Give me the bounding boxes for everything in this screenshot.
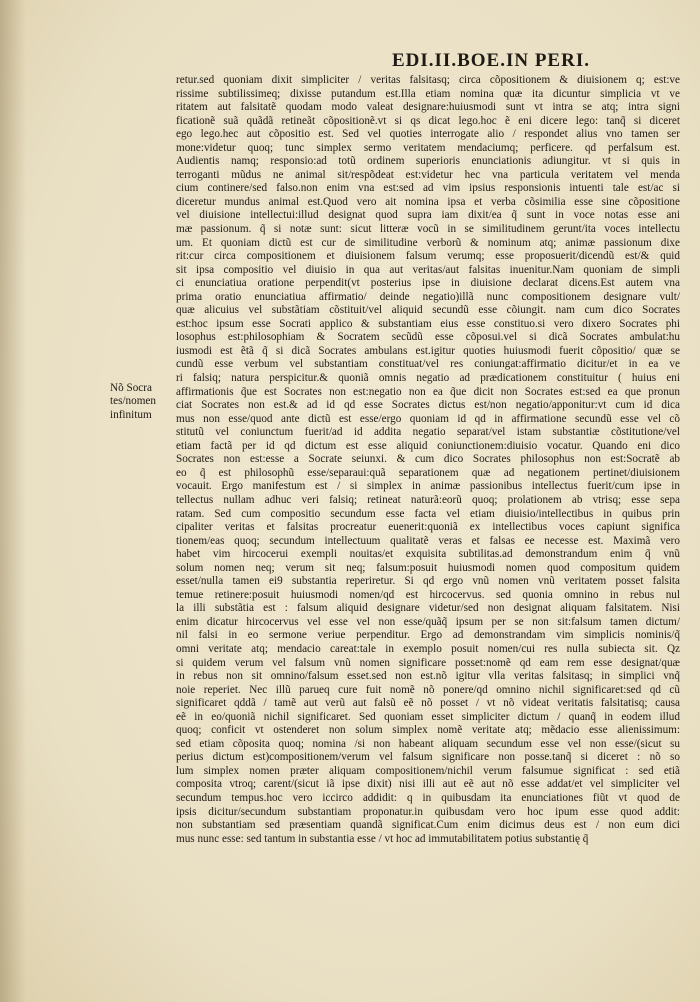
text-line: tellectus nullam adhuc veri falsiq; retineat naturã:eorũ quoq; prolationem ab vtrisq; esse sepa bbox=[176, 493, 680, 506]
text-line: tionem/eas quoq; secundum intellectuum qualitatẽ veras et falsas ee necesse est. Maximã vero bbox=[176, 534, 680, 547]
text-line: lum simplex nomen præter aliquam compositionem/nichil verum falsumue significat : sed etiã bbox=[176, 764, 680, 777]
text-line: rit:cur circa compositionem et diuisionem falsum verumq; esse proposuerit/dicendũ est/& quid bbox=[176, 250, 680, 263]
text-line: affirmationis q̃ue est Socrates non est:negatio non ea q̃ue dicit non Socrates est:sed ea que pronun bbox=[176, 385, 680, 398]
text-line: habet vim hircocerui exempli nouitas/et exquisita subtilitas.ad demonstrandum enim q̃ vnũ bbox=[176, 548, 680, 561]
marginal-note-line: Nõ Socra bbox=[110, 382, 152, 394]
text-line: Audientis namq; responsio:ad totũ ordinem superioris enunciationis adiungitur. vt si quis in bbox=[176, 155, 680, 168]
text-line: eo q̃ est philosophũ esse/separaui:quã separationem quæ ad negationem pertinet/diuisionem bbox=[176, 466, 680, 479]
text-line: cundũ esse verbum vel substantiam constituat/vel res coniungat:affirmatio dicitur/et in ea ve bbox=[176, 358, 680, 371]
running-header: EDI.II.BOE.IN PERI. bbox=[392, 50, 590, 71]
text-line: ipsis dicitur/secundum substantiam proponatur.in quibusdam vero hoc ipum esse quod addit: bbox=[176, 805, 680, 818]
text-line: mus non esse/quod ante dictũ est esse/ergo quoniam id qd in affirmatione secundũ esse vel cõ bbox=[176, 412, 680, 425]
text-line: retur.sed quoniam dixit simpliciter / veritas falsitasq; circa cõpositionem & diuisionem q; est:ve bbox=[176, 74, 680, 86]
text-line: Socrates non est:esse a Socrate seiunxi. & cum dico Socrates philosophus non est:Socratẽ ab bbox=[176, 453, 680, 466]
text-line: in rebus non sit omnino/falsum esset.sed non est.nõ igitur vlla veritas falsitasq; in simplici vnq̃ bbox=[176, 670, 680, 683]
text-line: ratam. Sed cum compositio secundum esse facta vel etiam diuisio/intellectibus in quibus prin bbox=[176, 507, 680, 520]
text-line: stitutũ vel coniunctum fuerit/ad id addita negatio separat/vel istam substantiæ cõstitutione/vel bbox=[176, 426, 680, 439]
text-line: ego lego.hec aut cõpositio est. Sed vel quoties interrogate alio / respondet alius vno tamen ser bbox=[176, 128, 680, 141]
text-line: mus nunc esse: sed tantum in substantia esse / vt hoc ad immutabilitatem potius substantię q̃ bbox=[176, 832, 589, 845]
text-line: quoq; conficit vt ostenderet non solum simplex nomẽ veritate atq; mẽdacio esse alienissimum: bbox=[176, 724, 680, 737]
text-line: non substantiam sed præsentiam quandã significat.Cum enim dicimus deus est / non eum dici bbox=[176, 819, 680, 832]
text-line: sed etiam cõposita quoq; nomina /si non habeant aliquam secundum esse vel non esse/(sicut su bbox=[176, 737, 680, 750]
text-line: secundum tempus.hoc vero iccirco addidit: q in quibusdam ita enunciationes fiũt vt quod de bbox=[176, 791, 680, 804]
text-line: solum nomen neq; verum sit neq; falsum:posuit huiusmodi nomen quod compositum quidem bbox=[176, 561, 680, 574]
text-line: enim dicatur hircocervus vel esse vel non esse/quãq̃ ipsum per se non sit:falsum tamen dictum/ bbox=[176, 615, 680, 628]
main-text-block bbox=[176, 74, 680, 846]
text-line: cipaliter veritas et falsitas procreatur euenerit:quoniã ex intellectibus voces capiunt significa bbox=[176, 521, 680, 534]
text-line: si quidem verum vel falsum vnũ nomen significare posset:nomẽ qd eam rem esse designat/quæ bbox=[176, 656, 680, 669]
text-line: composita vtroq; carent/(sicut iã ipse dixit) nisi illi aut eẽ aut nõ esse addat/et vel simpliciter vel bbox=[176, 778, 680, 791]
text-line: esset/nulla tamen ei9 substantia reperiretur. Si qd ergo vnũ nomen vnũ veritatem posset falsita bbox=[176, 575, 680, 588]
text-line: diceretur mundus animal est.Quod vero ait nomina ipsa et verba cõsimilia esse sine cõpositione bbox=[176, 195, 680, 208]
text-line: mone:videtur quoq; tunc simplex sermo veritatem mendaciumq; perficere. qd perfalsum est. bbox=[176, 141, 680, 154]
text-line: ci enunciatiua oratione perpendit(vt posterius ipse in diuisione declarat dicens.Est autem vna bbox=[176, 277, 680, 290]
text-line: noie reperiet. Nec illũ parueq cure fuit nomẽ nõ ponere/qd omnino nichil significaret:sed qd cũ bbox=[176, 683, 680, 696]
text-line: rissime subtilissimeq; dixisse putandum est.Illa etiam nomina quæ ita dicuntur simplicia vt ve bbox=[176, 87, 680, 100]
text-line: perius dictum est)compositionem/verum vel falsum significare non posse.tanq̃ si diceret : nõ so bbox=[176, 751, 680, 764]
text-line: cium continere/sed falso.non enim vna est:sed ad vim ipsius responsionis intuenti tale est/ac si bbox=[176, 182, 680, 195]
text-line: ritatem aut falsitatẽ quodam modo valeat designare:huiusmodi sunt vt intra se atq; intra signi bbox=[176, 101, 680, 114]
text-line: est:hoc ipsum esse Socrati applico & substantiam eius esse constituo.si vero dixero Socrates phi bbox=[176, 317, 680, 330]
marginal-note bbox=[110, 382, 170, 422]
marginal-note-line: infinitum bbox=[110, 408, 152, 421]
text-line: ciat Socrates non est.& ad id qd esse Socrates dictus est/non negatio/apponitur:vt cum id dica bbox=[176, 399, 680, 412]
marginal-note-line: tes/nomen bbox=[110, 395, 156, 408]
text-line: ri falsiq; natura perspicitur.& quoniã omnis negatio ad prædicationem constituitur ( huius eni bbox=[176, 372, 680, 385]
text-line: nil falsi in eo sermone veriue perpenditur. Ergo ad demonstrandam vim simplicis nominis/q̃ bbox=[176, 629, 680, 642]
text-line: temue retinere:posuit huiusmodi nomen/qd est hircocervus. sed quonia omnino in rebus nul bbox=[176, 588, 680, 601]
text-line: sit ipsa compositio vel diuisio in qua aut veritas/aut falsitas inuenitur.Nam quoniam de simpli bbox=[176, 263, 680, 276]
text-line: ficationẽ suã quãdã retineãt cõpositionẽ.vt si qs dicat lego.hoc ẽ eni dicere lego: tanq̃ si diceret bbox=[176, 114, 680, 127]
text-line: terroganti mũdus ne animal sit/respõdeat est:videtur hec vna particula veritatem vel menda bbox=[176, 168, 680, 181]
text-line: vel diuisione intellectui:illud designat quod supra iam dixit/ea q̃ sunt in voce notas esse ani bbox=[176, 209, 680, 222]
text-line: quæ alicuius vel substãtiam cõstituit/vel aliquid secundũ esse cõiungit. nam cum dico Socrates bbox=[176, 304, 680, 317]
text-line: significaret qddã / tamẽ aut verũ aut falsũ eẽ nõ posset / vt nõ videat veritatis falsitatisq; causa bbox=[176, 697, 680, 710]
text-line: iusmodi est ẽtã q̃ si dicã Socrates ambulans est.igitur quoties huiusmodi fuerit cõpositio/ quæ se bbox=[176, 344, 680, 357]
gutter-shadow bbox=[0, 0, 26, 1002]
text-line: la illi substãtia est : falsum aliquid designare videtur/sed non designat aliquam falsitatem. Nisi bbox=[176, 602, 680, 615]
text-line: um. Et quoniam dictũ est cur de similitudine verborũ & nominum atq; animæ passionum dixe bbox=[176, 236, 680, 249]
text-line: prima oratio enunciatiua affirmatio/ deinde negatio)illã nunc compositionem designare vult/ bbox=[176, 290, 680, 303]
text-line: losophus est:philosophiam & Socratem secũdũ esse cõposui.vel si dicã Socrates ambulat:hu bbox=[176, 331, 680, 344]
text-line: vocauit. Ergo manifestum est / si simplex in animæ passionibus intellectus fuerit/cum ipse in bbox=[176, 480, 680, 493]
text-line: mæ passionum. q̃ si notæ sunt: sicut litteræ vocũ in se similitudinem gerunt/ita voces intellectu bbox=[176, 223, 680, 236]
text-line: etiam factã per id qd dictum est esse aliquid coniunctionem:diuisio vocatur. Quando eni dico bbox=[176, 439, 680, 452]
text-line: omni veritate atq; mendacio careat:tale in exemplo posuit nomen/cui res nulla subiecta sit. Qz bbox=[176, 642, 680, 655]
text-line: eẽ in eo/quoniã nichil significaret. Sed quoniam esset simpliciter dictum / quanq̃ in eodem illud bbox=[176, 710, 680, 723]
